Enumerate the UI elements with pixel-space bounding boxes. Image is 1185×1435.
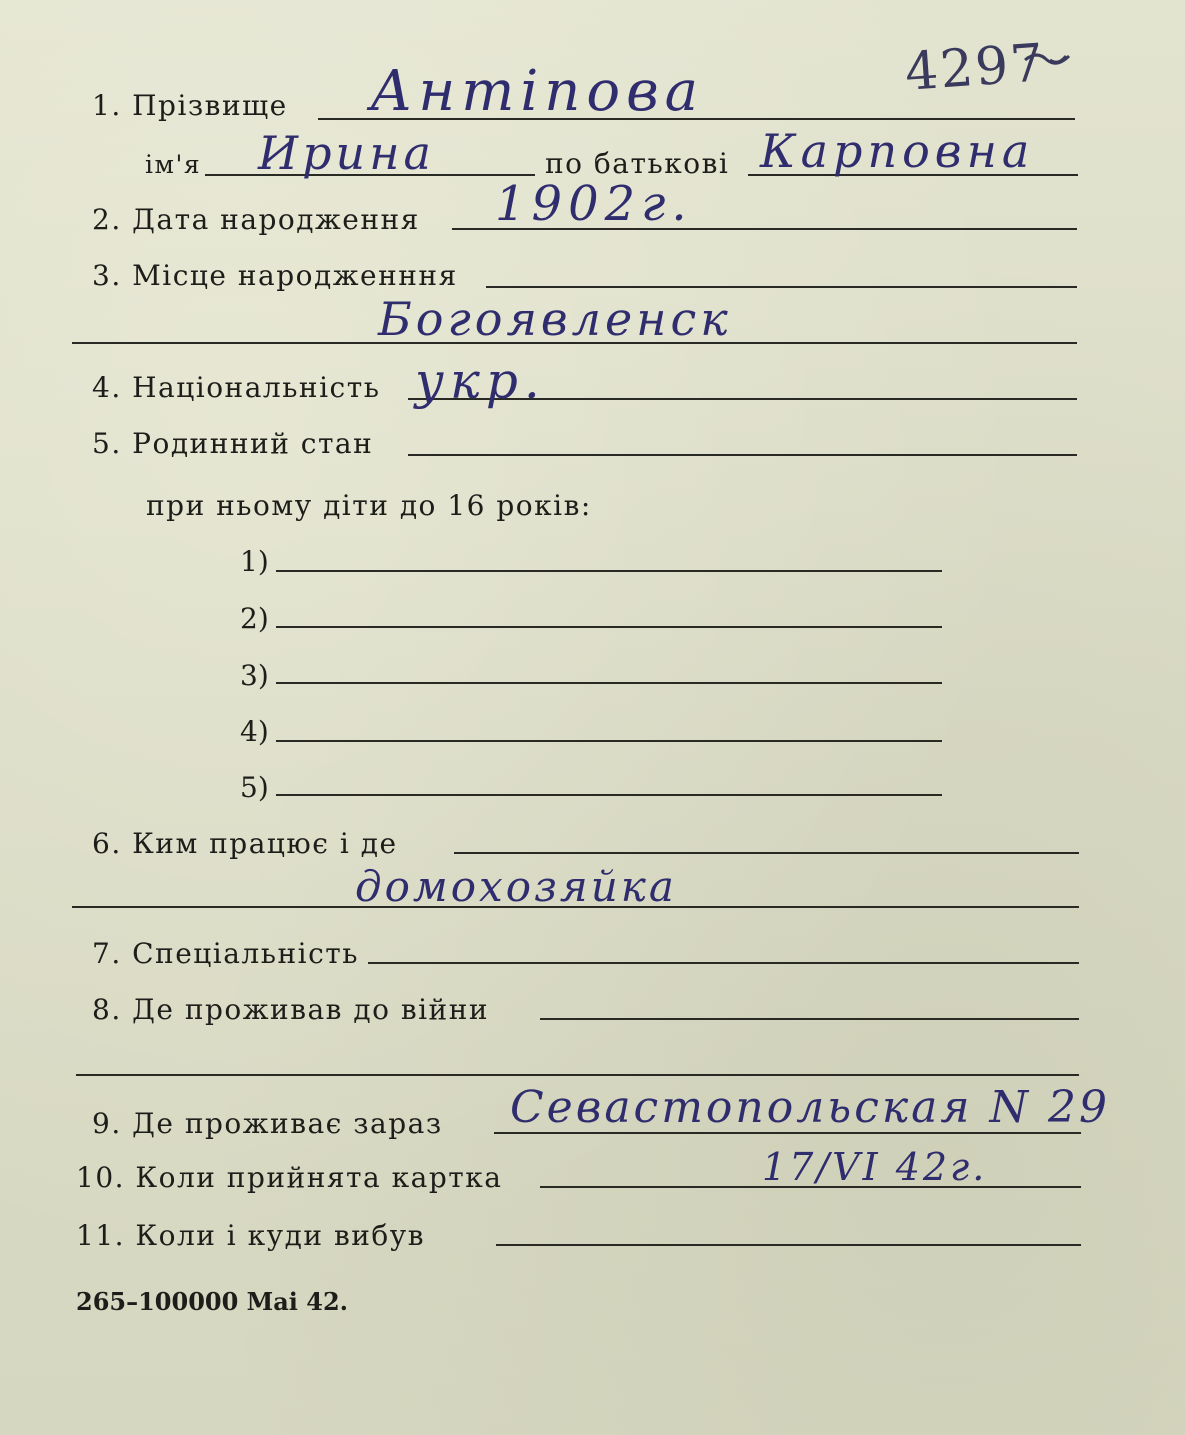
card-accepted-value: 17/VI 42г. bbox=[762, 1145, 988, 1189]
child-2-label: 2) bbox=[240, 602, 269, 635]
marital-status-label: 5. Родинний стан bbox=[92, 427, 374, 460]
current-residence-value: Севастопольская N 29 bbox=[510, 1082, 1110, 1133]
current-residence-label: 9. Де проживає зараз bbox=[92, 1107, 443, 1140]
birth-place-value: Богоявленск bbox=[378, 292, 732, 346]
child-1-line bbox=[276, 570, 942, 572]
speciality-line bbox=[368, 962, 1079, 964]
child-3-line bbox=[276, 682, 942, 684]
card-accepted-label: 10. Коли прийнята картка bbox=[76, 1161, 503, 1194]
first-name-value: Ирина bbox=[258, 126, 435, 180]
patronymic-label: по батькові bbox=[545, 147, 730, 180]
prewar-residence-line-1 bbox=[540, 1018, 1079, 1020]
archive-number: 4297 bbox=[903, 33, 1048, 103]
patronymic-value: Карповна bbox=[760, 124, 1035, 178]
marital-status-line bbox=[408, 454, 1077, 456]
child-2-line bbox=[276, 626, 942, 628]
speciality-label: 7. Спеціальність bbox=[92, 937, 359, 970]
nationality-value: укр. bbox=[415, 352, 546, 410]
birth-date-label: 2. Дата народження bbox=[92, 203, 420, 236]
children-label: при ньому діти до 16 років: bbox=[146, 489, 592, 522]
surname-label: 1. Прізвище bbox=[92, 89, 288, 122]
departure-label: 11. Коли і куди вибув bbox=[76, 1219, 425, 1252]
child-5-label: 5) bbox=[240, 771, 269, 804]
print-info: 265–100000 Mai 42. bbox=[76, 1287, 348, 1316]
child-4-line bbox=[276, 740, 942, 742]
first-name-label: ім'я bbox=[145, 150, 202, 179]
surname-value: Антіпова bbox=[370, 59, 705, 124]
birth-place-line-1 bbox=[486, 286, 1077, 288]
child-5-line bbox=[276, 794, 942, 796]
occupation-label: 6. Ким працює і де bbox=[92, 827, 398, 860]
prewar-residence-label: 8. Де проживав до війни bbox=[92, 993, 490, 1026]
child-3-label: 3) bbox=[240, 659, 269, 692]
departure-line bbox=[496, 1244, 1081, 1246]
birth-date-value: 1902г. bbox=[495, 176, 693, 232]
nationality-label: 4. Національність bbox=[92, 371, 381, 404]
child-4-label: 4) bbox=[240, 715, 269, 748]
birth-place-label: 3. Місце народженння bbox=[92, 259, 458, 292]
occupation-line-1 bbox=[454, 852, 1079, 854]
occupation-value: домохозяйка bbox=[355, 862, 677, 911]
child-1-label: 1) bbox=[240, 545, 269, 578]
prewar-residence-line-2 bbox=[76, 1074, 1079, 1076]
